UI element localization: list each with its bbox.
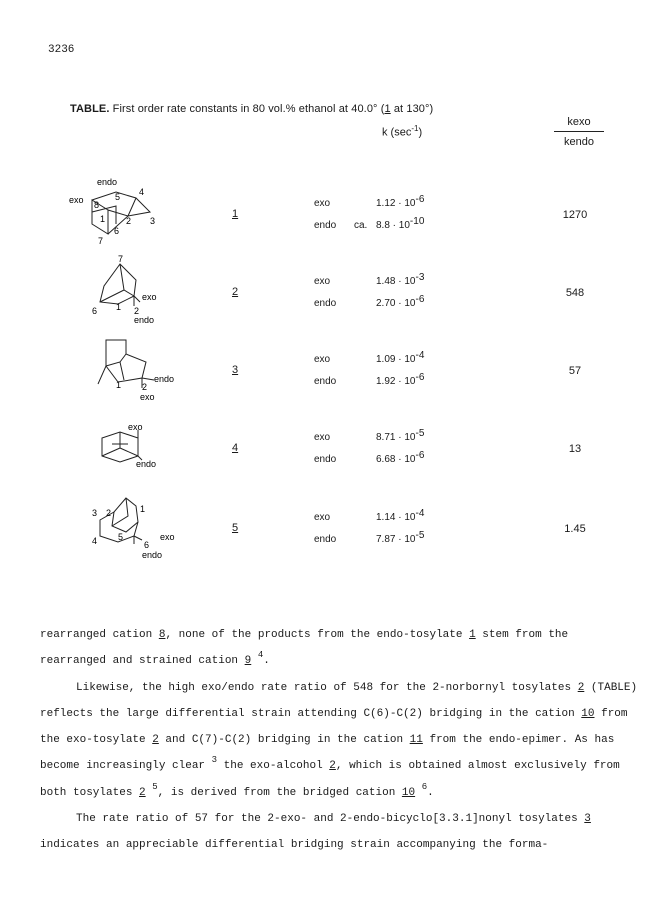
k-column-header — [382, 124, 422, 139]
table-caption — [70, 103, 433, 115]
text-run: from the endo-epimer. As has become increasingly clear — [40, 734, 615, 773]
endo-label: endo — [314, 376, 337, 387]
compound-ref: 10 — [401, 786, 416, 799]
exo-rate — [376, 350, 425, 365]
endo-label: endo — [314, 220, 337, 231]
footnote-ref: 3 — [211, 755, 218, 766]
paragraph-1 — [40, 622, 640, 675]
compound-ref: 9 — [244, 655, 252, 668]
exo-label: exo — [314, 432, 331, 443]
endo-rate — [376, 294, 425, 309]
compound-ref: 2 — [577, 681, 585, 694]
endo-value: 7.87 · 10 — [376, 534, 416, 545]
struct1-label-endo: endo — [97, 177, 118, 187]
compound-number: 4 — [232, 442, 239, 454]
footnote-ref: 4 — [257, 650, 264, 661]
struct5-label-6: 6 — [144, 540, 150, 550]
endo-rate — [376, 372, 425, 387]
k-header-text: k (sec — [382, 126, 412, 139]
struct1-label-6: 6 — [114, 226, 120, 236]
struct3-label-endo: endo — [154, 374, 175, 384]
exo-value: 1.12 · 10 — [376, 198, 416, 209]
compound-ref: 8 — [158, 629, 166, 641]
exo-rate — [376, 508, 425, 523]
compound-number: 2 — [232, 286, 239, 298]
rate-ratio: 57 — [568, 365, 582, 377]
struct2-label-6: 6 — [92, 306, 98, 316]
struct5-label-2: 2 — [106, 508, 112, 518]
table-row-1 — [0, 176, 672, 246]
endo-value: 2.70 · 10 — [376, 298, 416, 309]
struct5-label-1: 1 — [140, 504, 146, 514]
text-run: (TABLE) reflects the large differential strain attending C(6)-C(2) bridging in the cation — [40, 681, 638, 720]
struct2-label-7: 7 — [118, 254, 124, 264]
exo-rate — [376, 272, 425, 287]
endo-rate — [376, 530, 425, 545]
endo-value: 1.92 · 10 — [376, 376, 416, 387]
struct1-label-8: 8 — [94, 200, 100, 210]
structure-1 — [64, 176, 174, 246]
exo-value: 1.14 · 10 — [376, 512, 416, 523]
exo-rate — [376, 428, 425, 443]
struct2-label-1: 1 — [116, 302, 122, 312]
compound-ref: 2 — [139, 786, 146, 799]
endo-rate — [376, 450, 425, 465]
body-text — [40, 622, 640, 859]
endo-prefix: ca. — [354, 220, 368, 231]
page-number: 3236 — [48, 44, 75, 56]
endo-rate — [376, 216, 425, 231]
exo-value: 1.48 · 10 — [376, 276, 416, 287]
compound-number: 1 — [232, 208, 239, 220]
exo-exponent: -4 — [415, 508, 425, 519]
compound-number: 3 — [232, 364, 239, 376]
compound-ref: 2 — [152, 734, 159, 747]
struct1-label-7: 7 — [98, 236, 104, 246]
compound-ref: 1 — [469, 629, 476, 641]
footnote-ref: 5 — [152, 781, 158, 792]
struct3-label-exo: exo — [140, 392, 155, 402]
struct4-label-exo: exo — [128, 422, 143, 432]
text-run: . — [263, 655, 270, 668]
struct2-label-exo: exo — [142, 292, 157, 302]
structure-2 — [84, 254, 174, 324]
endo-label: endo — [314, 534, 337, 545]
exo-label: exo — [314, 354, 331, 365]
ratio-column-header — [554, 116, 604, 148]
text-run: and C(7)-C(2) bridging in the cation — [158, 734, 410, 747]
text-run: , none of the products from the endo-tosylate — [165, 629, 470, 641]
table-row-2 — [0, 254, 672, 324]
struct4-label-endo: endo — [136, 459, 157, 469]
endo-label: endo — [314, 298, 337, 309]
ratio-denominator: kendo — [564, 136, 594, 148]
compound-ref: 3 — [584, 813, 591, 826]
exo-label: exo — [314, 512, 331, 523]
endo-value: 8.8 · 10 — [376, 220, 410, 231]
ratio-numerator: kexo — [554, 116, 604, 132]
struct5-label-4: 4 — [92, 536, 98, 546]
struct5-label-endo: endo — [142, 550, 163, 560]
caption-text: First order rate constants in 80 vol.% ethanol at 40.0° — [112, 103, 378, 115]
exo-value: 1.09 · 10 — [376, 354, 416, 365]
struct2-label-endo: endo — [134, 315, 155, 324]
struct5-label-5: 5 — [118, 532, 124, 542]
exo-label: exo — [314, 276, 331, 287]
struct2-label-2: 2 — [134, 306, 140, 316]
paragraph-3 — [40, 806, 640, 859]
endo-exponent: -6 — [415, 450, 425, 461]
exo-exponent: -6 — [415, 194, 425, 205]
struct3-label-2: 2 — [142, 382, 148, 392]
struct5-label-exo: exo — [160, 532, 175, 542]
rate-ratio: 1.45 — [564, 523, 586, 535]
caption-ref: 1 — [384, 103, 391, 115]
struct1-label-3: 3 — [150, 216, 156, 226]
table-row-4 — [0, 410, 672, 480]
structure-3 — [90, 332, 190, 402]
struct5-label-3: 3 — [92, 508, 98, 518]
exo-label: exo — [314, 198, 331, 209]
text-run: stem from the rearranged and strained cation — [40, 629, 569, 668]
exo-exponent: -4 — [415, 350, 425, 361]
caption-prefix: TABLE. — [70, 103, 110, 115]
rate-ratio: 548 — [565, 287, 585, 299]
exo-rate — [376, 194, 425, 209]
struct1-label-2: 2 — [126, 216, 132, 226]
compound-ref: 2 — [329, 760, 336, 773]
k-header-exp: -1 — [411, 124, 419, 133]
endo-exponent: -5 — [415, 530, 425, 541]
text-run: rearranged cation — [40, 629, 159, 641]
table-row-5 — [0, 490, 672, 560]
compound-ref: 11 — [409, 734, 423, 747]
structure-5 — [88, 490, 188, 562]
rate-ratio: 13 — [568, 443, 582, 455]
text-run: Likewise, the high exo/endo rate ratio of 548 for the 2-norbornyl tosylates — [76, 681, 578, 694]
footnote-ref: 6 — [421, 781, 428, 792]
paragraph-2 — [40, 675, 640, 806]
text-run: indicates an appreciable differential bridging strain accompanying the forma- — [40, 839, 549, 852]
rate-ratio: 1270 — [562, 209, 588, 221]
caption-paren-open: ( — [380, 103, 385, 115]
caption-paren-close: at 130°) — [393, 103, 434, 115]
compound-ref: 10 — [581, 707, 595, 720]
text-run: , which is obtained almost exclusively from both tosylates — [40, 760, 620, 799]
struct1-label-1: 1 — [100, 214, 106, 224]
endo-value: 6.68 · 10 — [376, 454, 416, 465]
exo-value: 8.71 · 10 — [376, 432, 416, 443]
table-row-3 — [0, 332, 672, 402]
exo-exponent: -3 — [415, 272, 425, 283]
endo-exponent: -6 — [415, 294, 425, 305]
structure-4 — [92, 410, 182, 480]
text-run: The rate ratio of 57 for the 2-exo- and 2-endo-bicyclo[3.3.1]nonyl tosylates — [76, 813, 585, 826]
struct1-label-4: 4 — [139, 187, 145, 197]
endo-exponent: -6 — [415, 372, 425, 383]
text-run: . — [427, 786, 434, 799]
struct1-label-exo: exo — [69, 195, 84, 205]
text-run: from the exo-tosylate — [40, 707, 628, 747]
endo-exponent: -10 — [409, 216, 425, 227]
struct1-label-5: 5 — [115, 192, 121, 202]
k-header-close: ) — [418, 126, 423, 139]
compound-number: 5 — [232, 522, 239, 534]
endo-label: endo — [314, 454, 337, 465]
text-run: the exo-alcohol — [217, 760, 330, 773]
text-run: , is derived from the bridged cation — [157, 786, 402, 799]
exo-exponent: -5 — [415, 428, 425, 439]
struct3-label-1: 1 — [116, 380, 122, 390]
